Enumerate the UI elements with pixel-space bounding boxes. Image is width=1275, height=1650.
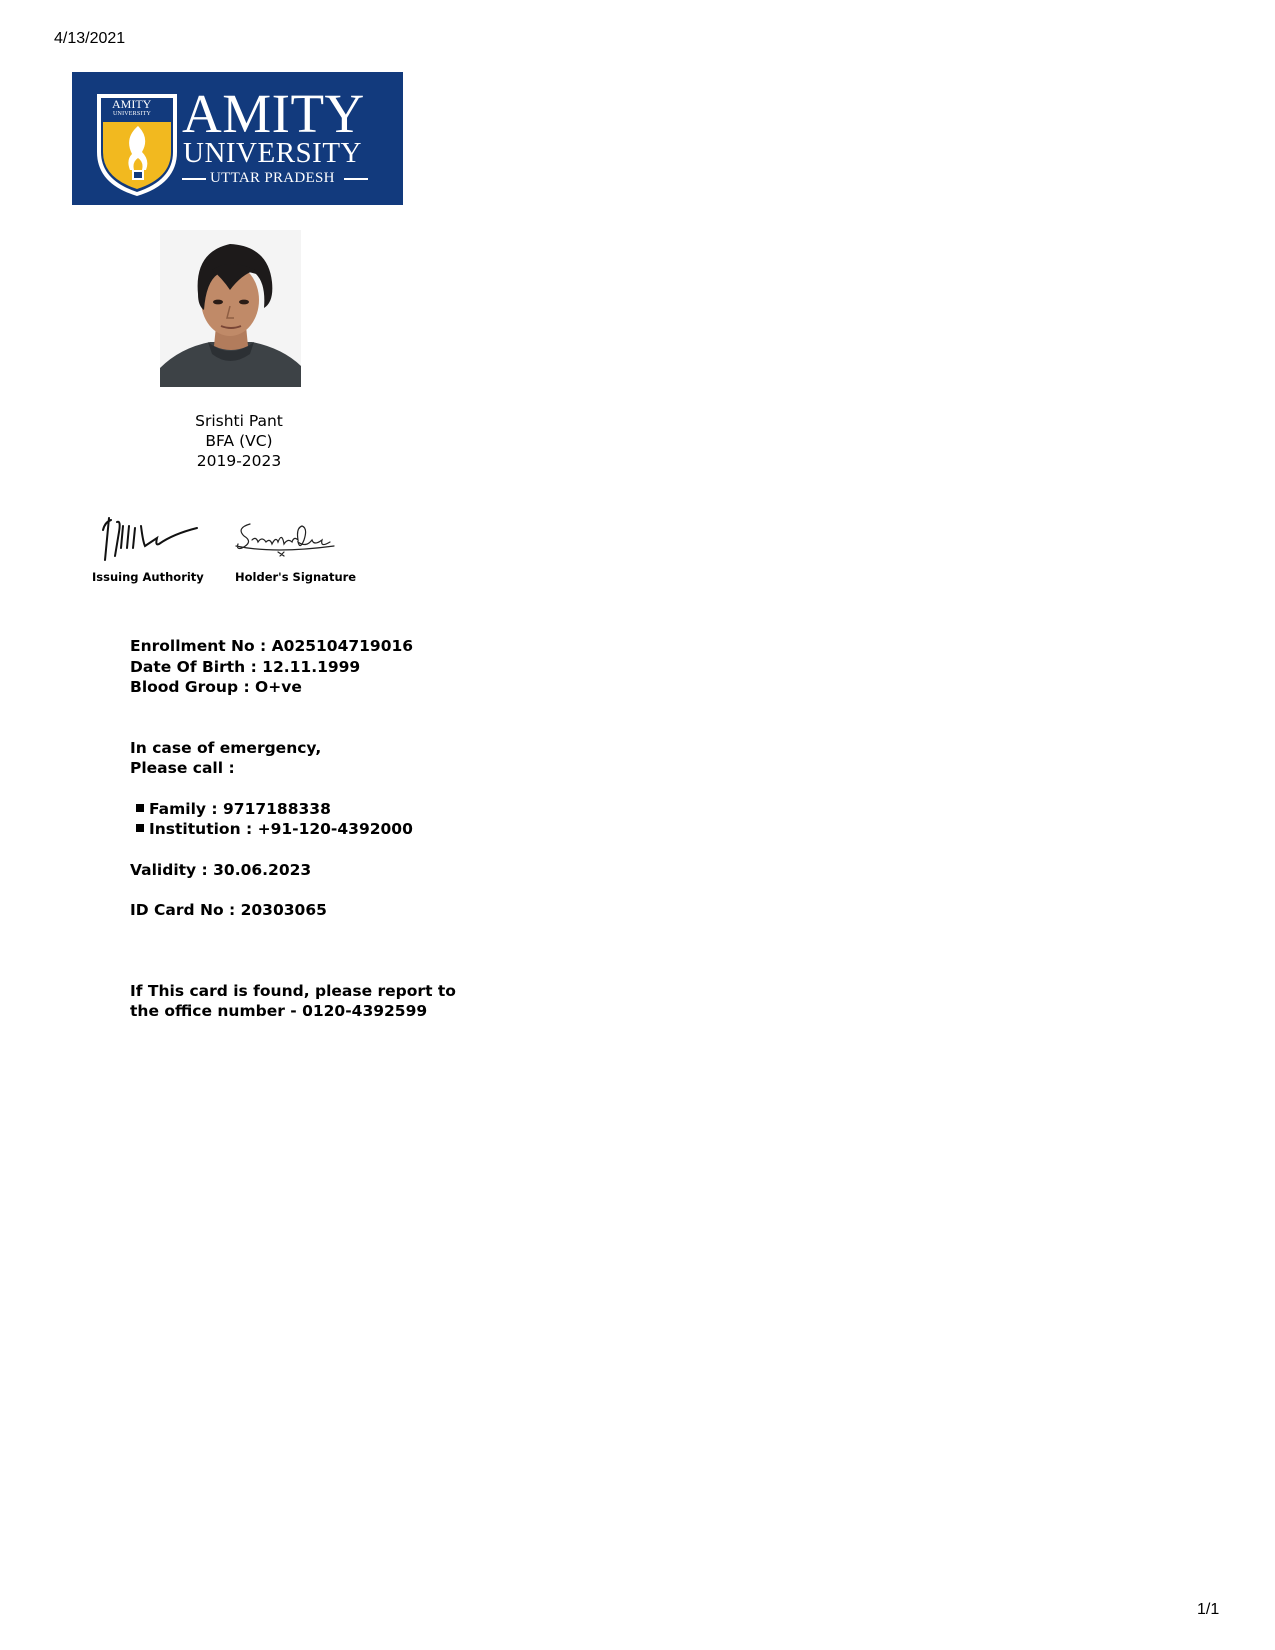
id-card-number: ID Card No : 20303065 bbox=[130, 901, 327, 919]
issuing-authority-signature bbox=[97, 512, 201, 564]
square-bullet-icon bbox=[136, 804, 144, 812]
logo-name-line2: UNIVERSITY bbox=[183, 137, 362, 169]
shield-sub-text: UNIVERSITY bbox=[113, 111, 151, 117]
emergency-heading-line1: In case of emergency, bbox=[130, 738, 322, 757]
issuing-authority-label: Issuing Authority bbox=[92, 570, 204, 584]
emergency-contact-family bbox=[130, 799, 456, 820]
holder-course: BFA (VC) bbox=[205, 432, 273, 450]
contact-text: Institution : +91-120-4392000 bbox=[149, 820, 413, 838]
contact-text: Family : 9717188338 bbox=[149, 799, 331, 818]
holder-name: Srishti Pant bbox=[195, 412, 283, 430]
found-notice-line2: the office number - 0120-4392599 bbox=[130, 1002, 428, 1020]
holder-info bbox=[130, 411, 348, 471]
emergency-contact-institution bbox=[130, 819, 456, 840]
holder-signature bbox=[234, 518, 338, 566]
holder-batch: 2019-2023 bbox=[196, 452, 282, 470]
print-date: 4/13/2021 bbox=[54, 30, 126, 47]
holder-photo bbox=[160, 230, 301, 387]
date-of-birth: Date Of Birth : 12.11.1999 bbox=[130, 657, 361, 676]
logo-name-line3: UTTAR PRADESH bbox=[210, 170, 335, 186]
validity: Validity : 30.06.2023 bbox=[130, 860, 312, 879]
holder-signature-label: Holder's Signature bbox=[235, 570, 357, 584]
logo-name-line1: AMITY bbox=[182, 83, 365, 144]
emergency-heading-line2: Please call : bbox=[130, 759, 235, 777]
found-notice-line1: If This card is found, please report to bbox=[130, 981, 456, 1000]
page-number: 1/1 bbox=[1197, 1601, 1220, 1618]
shield-top-text: AMITY bbox=[112, 97, 152, 111]
logo-rule-right bbox=[344, 178, 368, 180]
university-logo bbox=[72, 72, 403, 205]
blood-group: Blood Group : O+ve bbox=[130, 678, 302, 696]
card-details bbox=[130, 636, 456, 1022]
logo-rule-left bbox=[182, 178, 206, 180]
square-bullet-icon bbox=[136, 824, 144, 832]
enrollment-number: Enrollment No : A025104719016 bbox=[130, 637, 414, 655]
